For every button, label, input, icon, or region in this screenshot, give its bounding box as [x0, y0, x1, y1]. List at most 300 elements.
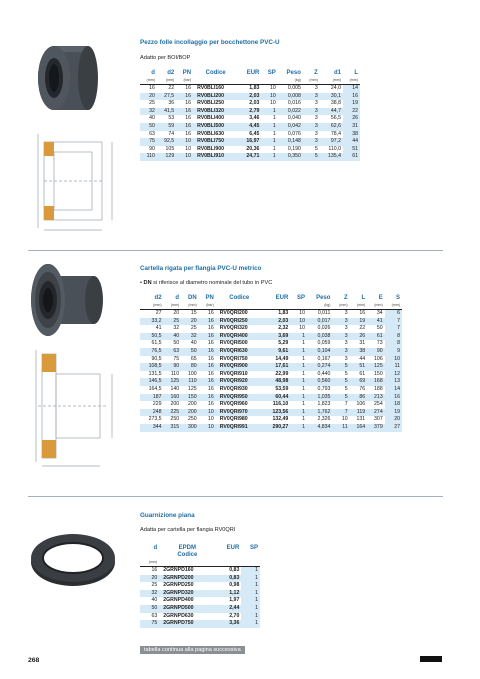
- table-cell: 1: [241, 613, 260, 621]
- table-header-row: [140, 552, 260, 559]
- table-cell: 0,793: [317, 386, 331, 393]
- column-header: EUR: [246, 70, 260, 76]
- table-cell: 125: [164, 378, 182, 386]
- table-cell: 106: [374, 355, 383, 362]
- table-cell: 0,190: [287, 145, 301, 152]
- table-cell: 3: [314, 115, 318, 122]
- unit-label: [159, 559, 215, 567]
- table-cell: 0,98: [229, 582, 240, 589]
- table-cell: 0,016: [287, 100, 301, 107]
- table-cell: 25: [164, 318, 182, 326]
- table-row: [140, 340, 402, 348]
- table-row: [140, 100, 360, 108]
- table-cell: RV0QRI991: [216, 424, 263, 432]
- table-row: [140, 394, 402, 402]
- table-cell: 24,71: [238, 153, 261, 161]
- table-row: [140, 582, 260, 590]
- table-cell: 61: [359, 370, 366, 377]
- table-cell: 38: [350, 348, 368, 356]
- table-cell: 30,1: [320, 93, 343, 101]
- section-divider: [28, 250, 443, 251]
- table-row: [140, 131, 360, 139]
- table-cell: 3: [332, 348, 349, 356]
- table-cell: 10: [270, 85, 276, 92]
- column-header: SP: [249, 545, 258, 551]
- table-cell: RV0BLI630: [197, 130, 225, 137]
- table-row: [140, 590, 260, 598]
- table-cell: RV0QRI750: [219, 355, 248, 362]
- table-cell: 110: [170, 370, 180, 377]
- table-cell: 150: [374, 370, 383, 377]
- table-cell: 1: [241, 575, 260, 583]
- table-row: [140, 620, 260, 628]
- table-row: [140, 567, 260, 575]
- table-cell: 20: [173, 310, 180, 317]
- section-subtitle: [140, 280, 272, 286]
- table-cell: 44,7: [320, 108, 343, 116]
- table-cell: 32: [173, 325, 180, 332]
- table-cell: 2GRNPD500: [159, 605, 215, 613]
- table-cell: 12: [385, 371, 402, 379]
- table-cell: 2GRNPD750: [159, 620, 215, 628]
- table-cell: 250: [188, 416, 197, 423]
- table-cell: 3: [344, 310, 348, 317]
- table-cell: 0,026: [317, 325, 331, 332]
- table-cell: 200: [188, 401, 197, 408]
- table-cell: 2GRNPD400: [163, 597, 194, 604]
- table-row: [140, 356, 402, 364]
- table-cell: 50: [181, 348, 199, 356]
- unit-label: [216, 302, 263, 310]
- column-header: SP: [296, 295, 305, 301]
- guarnizione-table: [140, 545, 260, 628]
- table-cell: 90,5: [151, 355, 162, 362]
- table-cell: 16: [199, 394, 216, 402]
- table-cell: 2,326: [317, 416, 331, 423]
- table-cell: RV0QRI500: [219, 340, 248, 347]
- column-header: Codice: [177, 552, 198, 558]
- table-cell: 300: [181, 424, 199, 432]
- table-cell: 3: [303, 138, 320, 146]
- column-header: PN: [182, 70, 192, 76]
- table-cell: 132,49: [272, 416, 289, 423]
- table-cell: 146,5: [140, 378, 164, 386]
- table-cell: 10: [185, 145, 192, 152]
- table-cell: 33,2: [140, 318, 164, 326]
- table-cell: RV0QRI920: [216, 378, 263, 386]
- table-cell: 50: [140, 605, 159, 613]
- table-cell: 187: [140, 394, 164, 402]
- table-cell: 1: [290, 409, 307, 417]
- table-cell: 0,350: [278, 153, 303, 161]
- table-cell: 38,8: [330, 100, 341, 107]
- table-cell: 61: [343, 153, 360, 161]
- table-cell: 164,5: [148, 386, 162, 393]
- table-cell: 26: [350, 333, 368, 341]
- table-cell: 44: [359, 355, 366, 362]
- table-row: [140, 115, 360, 123]
- table-cell: 17,61: [263, 363, 291, 371]
- table-row: [140, 409, 402, 417]
- table-row: [140, 613, 260, 621]
- column-header: Peso: [316, 295, 331, 301]
- bullet-icon: •: [140, 280, 142, 286]
- table-cell: 14: [385, 386, 402, 394]
- table-cell: 63: [164, 348, 182, 356]
- table-cell: 290,27: [263, 424, 291, 432]
- table-cell: 4,834: [307, 424, 332, 432]
- table-cell: 1: [241, 567, 260, 575]
- table-cell: RV0BLI400: [197, 115, 225, 122]
- table-cell: 125: [367, 363, 385, 371]
- table-row: [140, 325, 402, 333]
- table-cell: 3: [344, 355, 348, 362]
- unit-label: (mm): [164, 302, 182, 310]
- table-cell: 307: [374, 416, 383, 423]
- table-cell: 22: [168, 85, 175, 92]
- table-row: [140, 605, 260, 613]
- table-cell: 10: [208, 416, 214, 423]
- table-cell: 1: [290, 363, 307, 371]
- table-cell: 0,274: [307, 363, 332, 371]
- table-cell: 16: [199, 348, 216, 356]
- table-cell: 2GRNPD320: [159, 590, 215, 598]
- table-header-row: [140, 295, 402, 302]
- table-cell: 48,98: [263, 378, 291, 386]
- table-cell: 3: [344, 340, 348, 347]
- unit-label: (mm): [181, 302, 199, 310]
- table-cell: 20: [140, 575, 159, 583]
- column-header: DN: [188, 295, 197, 301]
- table-cell: 22: [359, 325, 366, 332]
- table-row: [140, 575, 260, 583]
- table-cell: RV0BLI910: [193, 153, 238, 161]
- table-cell: 74: [168, 130, 175, 137]
- table-cell: 22: [343, 108, 360, 116]
- table-cell: 100: [188, 370, 197, 377]
- table-cell: 1: [241, 582, 260, 590]
- section-title: Guarnizione piana: [140, 512, 195, 519]
- table-cell: 0,104: [307, 348, 332, 356]
- table-cell: 0,440: [317, 370, 331, 377]
- table-cell: 150: [181, 394, 199, 402]
- table-row: [140, 123, 360, 131]
- column-header: d2: [167, 70, 175, 76]
- table-cell: 1,97: [229, 597, 240, 604]
- table-cell: 0,076: [287, 130, 301, 137]
- table-cell: 200: [170, 401, 180, 408]
- table-cell: 3,36: [215, 620, 241, 628]
- table-cell: 250: [170, 416, 180, 423]
- table-cell: 63: [151, 612, 158, 619]
- table-cell: 22,99: [275, 370, 289, 377]
- table-cell: 2,03: [263, 318, 291, 326]
- table-cell: RV0QRI320: [219, 325, 248, 332]
- table-cell: RV0QRI980: [219, 416, 248, 423]
- unit-label: [241, 559, 260, 567]
- column-header: Z: [343, 295, 348, 301]
- table-cell: 41: [367, 318, 385, 326]
- table-row: [140, 108, 360, 116]
- table-cell: 31: [359, 340, 366, 347]
- table-cell: 0,560: [307, 378, 332, 386]
- table-cell: RV0QRI970: [216, 409, 263, 417]
- table-cell: 16: [149, 85, 155, 92]
- table-cell: 5: [332, 363, 349, 371]
- table-cell: 92,5: [157, 138, 176, 146]
- column-header: L: [361, 295, 366, 301]
- column-header: d1: [333, 70, 341, 76]
- table-row: [140, 363, 402, 371]
- table-cell: 1: [302, 340, 305, 347]
- table-cell: RV0BLI160: [197, 85, 225, 92]
- table-cell: 7: [385, 318, 402, 326]
- page-number: 268: [28, 657, 40, 664]
- section-title: Pezzo folle incollaggio per bocchettone PVC-U: [140, 39, 280, 46]
- table-cell: 16: [359, 310, 366, 317]
- table-cell: 18: [385, 401, 402, 409]
- table-cell: 53,59: [275, 386, 289, 393]
- table-cell: 274: [367, 409, 385, 417]
- table-cell: 188: [374, 386, 383, 393]
- table-cell: 2GRNPD160: [163, 567, 194, 574]
- table-cell: 38: [343, 131, 360, 139]
- table-cell: 2GRNPD630: [163, 612, 194, 619]
- unit-label: [263, 302, 291, 310]
- table-cell: 3: [332, 333, 349, 341]
- table-cell: 1: [302, 386, 305, 393]
- table-cell: 75: [140, 620, 159, 628]
- table-cell: 50: [140, 123, 157, 131]
- table-cell: 32: [140, 108, 157, 116]
- table-cell: 273,5: [148, 416, 162, 423]
- table-cell: 25: [149, 100, 155, 107]
- column-header: d: [153, 545, 158, 551]
- section-title: Cartella rigata per flangia PVC-U metrico: [140, 265, 262, 272]
- table-cell: 59: [157, 123, 176, 131]
- table-cell: 5: [344, 386, 348, 393]
- table-cell: 2,32: [278, 325, 289, 332]
- table-cell: 2,03: [249, 100, 260, 107]
- table-cell: 5: [314, 145, 318, 152]
- table-row: [140, 378, 402, 386]
- table-cell: 3,69: [263, 333, 291, 341]
- unit-label: (bar): [199, 302, 216, 310]
- table-cell: RV0QRI910: [219, 370, 248, 377]
- table-cell: 16: [185, 115, 192, 122]
- pezzo-folle-technical-drawing: [34, 126, 120, 236]
- table-cell: 41: [155, 325, 162, 332]
- table-cell: 9: [385, 348, 402, 356]
- table-cell: 34: [376, 310, 383, 317]
- table-cell: 10: [199, 409, 216, 417]
- table-cell: 213: [367, 394, 385, 402]
- table-cell: 5: [332, 394, 349, 402]
- table-cell: 76: [359, 386, 366, 393]
- table-cell: 14,49: [275, 355, 289, 362]
- table-row: [140, 348, 402, 356]
- table-cell: 13: [385, 378, 402, 386]
- table-cell: 51: [350, 363, 368, 371]
- table-cell: 125: [188, 386, 197, 393]
- table-cell: 16: [343, 93, 360, 101]
- column-header: d: [175, 295, 180, 301]
- table-cell: 1: [261, 123, 277, 131]
- table-cell: RV0QRI400: [216, 333, 263, 341]
- table-cell: 40: [164, 333, 182, 341]
- table-cell: 10: [270, 100, 276, 107]
- table-cell: 1: [290, 424, 307, 432]
- unit-label: (mm): [140, 302, 164, 310]
- table-cell: 86: [350, 394, 368, 402]
- table-cell: 62,6: [320, 123, 343, 131]
- table-cell: 90: [164, 363, 182, 371]
- table-cell: 0,148: [278, 138, 303, 146]
- table-cell: 20: [140, 93, 157, 101]
- table-cell: 168: [367, 378, 385, 386]
- table-cell: 1,12: [215, 590, 241, 598]
- table-cell: 14: [343, 85, 360, 93]
- table-cell: 10: [176, 153, 193, 161]
- table-cell: 53: [168, 115, 175, 122]
- table-cell: 36: [168, 100, 175, 107]
- cartella-rigata-product-photo: [28, 260, 110, 340]
- column-header: PN: [205, 295, 214, 301]
- table-cell: 15: [190, 310, 197, 317]
- table-cell: 78,4: [330, 130, 341, 137]
- continued-note: tabella continua alla pagina successiva: [140, 646, 245, 654]
- column-header: Z: [314, 70, 318, 76]
- column-header: d2: [154, 295, 162, 301]
- table-cell: 10: [261, 93, 277, 101]
- table-row: [140, 597, 260, 605]
- table-cell: 50: [173, 340, 180, 347]
- table-cell: 0,038: [307, 333, 332, 341]
- table-cell: RV0BLI750: [193, 138, 238, 146]
- cartella-rigata-table: [140, 295, 402, 432]
- table-cell: 16: [208, 325, 214, 332]
- table-row: [140, 146, 360, 154]
- table-cell: 20,36: [246, 145, 260, 152]
- table-cell: 10: [299, 310, 305, 317]
- table-cell: 50,5: [140, 333, 164, 341]
- table-cell: 60,44: [263, 394, 291, 402]
- table-cell: 27: [385, 424, 402, 432]
- units-row: [140, 302, 402, 310]
- table-cell: 344: [140, 424, 164, 432]
- table-cell: 3: [314, 85, 318, 92]
- table-cell: 63: [149, 130, 155, 137]
- table-cell: 16: [176, 123, 193, 131]
- table-cell: 61: [367, 333, 385, 341]
- table-cell: 2,79: [238, 108, 261, 116]
- table-cell: 40: [149, 115, 155, 122]
- table-cell: 16: [176, 108, 193, 116]
- table-cell: 1: [302, 416, 305, 423]
- table-cell: 0,017: [307, 318, 332, 326]
- unit-label: (mm): [385, 302, 402, 310]
- table-cell: RV0BLI900: [197, 145, 225, 152]
- guarnizione-product-photo: [28, 526, 118, 592]
- table-cell: 3: [303, 108, 320, 116]
- unit-label: [261, 77, 277, 85]
- table-cell: 16: [151, 567, 158, 574]
- table-cell: 3: [332, 318, 349, 326]
- table-cell: 0,167: [317, 355, 331, 362]
- table-cell: RV0QRI930: [219, 386, 248, 393]
- table-cell: 40: [190, 340, 197, 347]
- table-cell: 5: [344, 370, 348, 377]
- table-header-row: [140, 70, 360, 77]
- table-row: [140, 138, 360, 146]
- column-header: SP: [267, 70, 276, 76]
- table-cell: RV0BLI250: [197, 100, 225, 107]
- table-cell: 2,03: [238, 93, 261, 101]
- table-cell: 1,762: [307, 409, 332, 417]
- table-cell: 16: [208, 401, 214, 408]
- table-cell: 131: [356, 416, 366, 423]
- table-cell: RV0QRI630: [216, 348, 263, 356]
- table-cell: 20: [181, 318, 199, 326]
- table-cell: 16: [208, 340, 214, 347]
- unit-label: (bar): [176, 77, 193, 85]
- table-cell: 225: [164, 409, 182, 417]
- table-cell: 19: [343, 100, 360, 108]
- column-header: Peso: [286, 70, 301, 76]
- column-header: [241, 552, 260, 559]
- unit-label: (mm): [332, 302, 349, 310]
- table-cell: 10: [176, 138, 193, 146]
- table-cell: 69: [350, 378, 368, 386]
- table-header-row: [140, 545, 260, 552]
- table-cell: 116,10: [272, 401, 289, 408]
- table-cell: RV0QRI250: [216, 318, 263, 326]
- table-cell: 75: [140, 138, 157, 146]
- table-cell: 0,005: [287, 85, 301, 92]
- unit-label: (mm): [303, 77, 320, 85]
- table-cell: 9,61: [263, 348, 291, 356]
- table-cell: 40: [151, 597, 158, 604]
- table-cell: 108,5: [140, 363, 164, 371]
- table-cell: 1,83: [278, 310, 289, 317]
- table-cell: 32: [181, 333, 199, 341]
- table-cell: 16: [208, 355, 214, 362]
- pezzo-folle-table: [140, 70, 360, 161]
- table-row: [140, 85, 360, 93]
- table-cell: 1: [272, 130, 276, 137]
- table-cell: 1,83: [249, 85, 260, 92]
- unit-label: (mm): [320, 77, 343, 85]
- table-cell: 76,5: [140, 348, 164, 356]
- table-cell: 1,035: [307, 394, 332, 402]
- table-cell: RV0BLI200: [193, 93, 238, 101]
- table-cell: 97,2: [320, 138, 343, 146]
- table-cell: 11: [385, 363, 402, 371]
- table-cell: 10: [341, 416, 348, 423]
- table-cell: 65: [190, 355, 197, 362]
- table-row: [140, 310, 402, 318]
- table-row: [140, 416, 402, 424]
- table-cell: 16: [185, 100, 192, 107]
- table-cell: 1: [290, 394, 307, 402]
- table-cell: RV0QRI960: [219, 401, 248, 408]
- table-cell: 1: [241, 590, 260, 598]
- table-cell: 7: [385, 325, 402, 333]
- table-cell: 254: [374, 401, 383, 408]
- unit-label: (mm): [350, 302, 368, 310]
- table-cell: 2GRNPD250: [163, 582, 194, 589]
- table-cell: 19: [350, 318, 368, 326]
